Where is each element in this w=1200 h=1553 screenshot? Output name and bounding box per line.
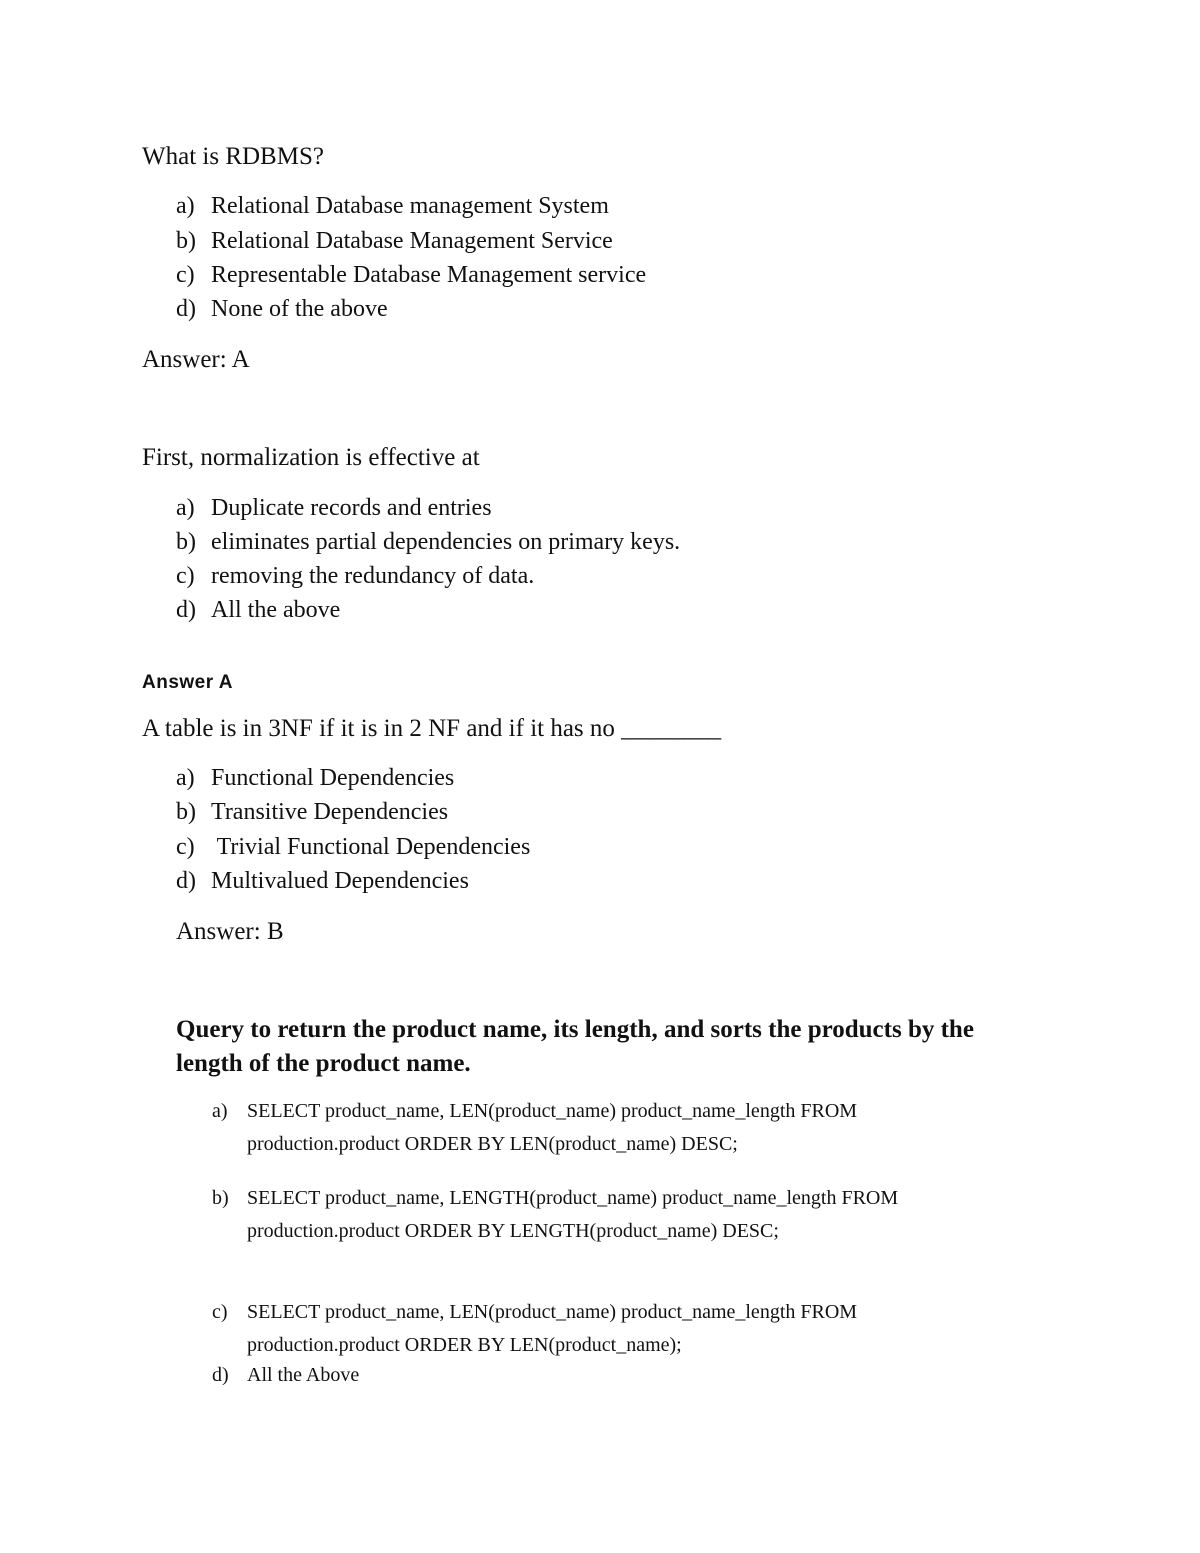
question-3-option-c	[176, 834, 530, 861]
option-text: All the above	[211, 597, 341, 623]
question-4-text-line-1: Query to return the product name, its length, and sorts the products by the	[176, 1016, 974, 1043]
question-4-option-c	[212, 1296, 857, 1362]
option-text: Relational Database Management Service	[211, 228, 613, 254]
option-label: a)	[176, 495, 195, 521]
question-2-text: First, normalization is effective at	[142, 444, 480, 471]
option-label: b)	[176, 799, 196, 825]
question-1-option-c	[176, 262, 646, 289]
option-label: d)	[176, 296, 196, 322]
question-4-option-d	[212, 1359, 359, 1392]
question-1-option-a	[176, 193, 609, 220]
question-4-option-b	[212, 1182, 898, 1248]
option-label: a)	[212, 1100, 228, 1122]
question-1-answer: Answer: A	[142, 346, 250, 373]
question-1-option-d	[176, 296, 388, 323]
question-2-option-c	[176, 563, 534, 590]
option-text: Transitive Dependencies	[211, 799, 449, 825]
question-3-answer: Answer: B	[176, 918, 284, 945]
option-sql-line-1: SELECT product_name, LEN(product_name) product_name_length FROM	[247, 1100, 858, 1122]
option-text: Trivial Functional Dependencies	[211, 834, 531, 860]
option-text: Functional Dependencies	[211, 765, 455, 791]
option-sql-line-2: production.product ORDER BY LENGTH(product_name) DESC;	[247, 1220, 779, 1242]
option-text: removing the redundancy of data.	[211, 563, 535, 589]
question-1-text: What is RDBMS?	[142, 143, 324, 170]
option-label: d)	[176, 597, 196, 623]
option-label: d)	[212, 1364, 229, 1386]
question-3-text: A table is in 3NF if it is in 2 NF and if it has no ________	[142, 715, 722, 742]
question-4-option-a	[212, 1095, 857, 1161]
option-text: Relational Database management System	[211, 193, 609, 219]
question-3-option-b	[176, 799, 448, 826]
option-label: b)	[176, 228, 196, 254]
question-3-option-d	[176, 868, 469, 895]
question-2-option-a	[176, 495, 492, 522]
option-label: c)	[176, 563, 195, 589]
question-4-text-line-2: length of the product name.	[176, 1050, 471, 1077]
option-label: a)	[176, 765, 195, 791]
option-text: None of the above	[211, 296, 388, 322]
question-3-option-a	[176, 765, 454, 792]
question-2-option-b	[176, 529, 680, 556]
option-text: Representable Database Management service	[211, 262, 647, 288]
question-2-option-d	[176, 597, 340, 624]
option-text: Multivalued Dependencies	[211, 868, 469, 894]
option-label: c)	[212, 1301, 228, 1323]
option-sql-line-1: All the Above	[247, 1364, 360, 1386]
option-label: b)	[176, 529, 196, 555]
option-text: eliminates partial dependencies on primary keys.	[211, 529, 681, 555]
option-sql-line-1: SELECT product_name, LENGTH(product_name) product_name_length FROM	[247, 1187, 899, 1209]
option-label: c)	[176, 262, 195, 288]
question-1-option-b	[176, 228, 613, 255]
option-sql-line-1: SELECT product_name, LEN(product_name) product_name_length FROM	[247, 1301, 858, 1323]
option-label: d)	[176, 868, 196, 894]
option-sql-line-2: production.product ORDER BY LEN(product_name) DESC;	[247, 1133, 738, 1155]
option-text: Duplicate records and entries	[211, 495, 492, 521]
option-sql-line-2: production.product ORDER BY LEN(product_name);	[247, 1334, 682, 1356]
question-2-answer: Answer A	[142, 672, 233, 693]
option-label: a)	[176, 193, 195, 219]
option-label: b)	[212, 1187, 229, 1209]
option-label: c)	[176, 834, 195, 860]
